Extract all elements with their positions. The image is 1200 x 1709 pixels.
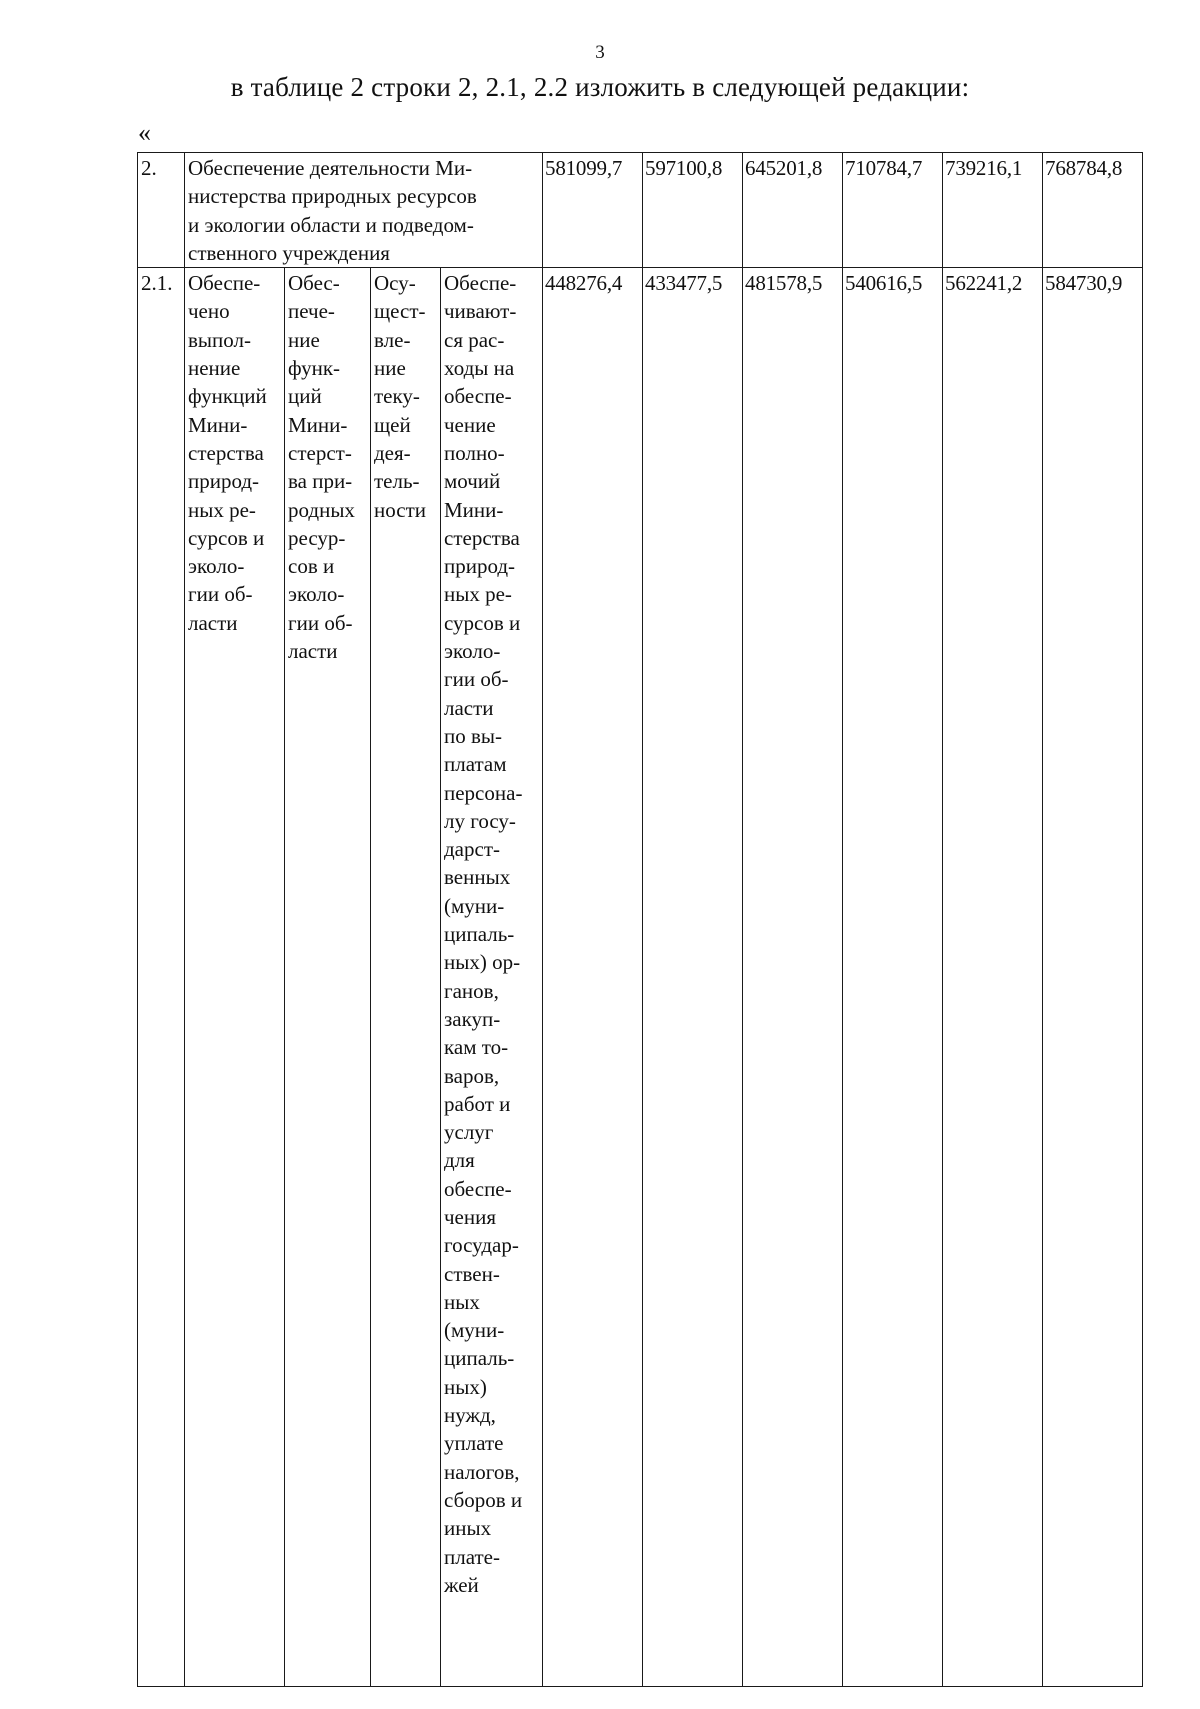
page-number: 3: [595, 42, 605, 63]
value-cell: 540616,5: [843, 268, 943, 1687]
value-cell: 768784,8: [1043, 153, 1143, 268]
row-number-cell: 2.: [138, 153, 185, 268]
budget-table: [137, 152, 1143, 1687]
value-cell: 645201,8: [743, 153, 843, 268]
value-cell: 433477,5: [643, 268, 743, 1687]
value-cell: 584730,9: [1043, 268, 1143, 1687]
description-cell: Обеспе- чивают- ся рас- ходы на обеспе- чение полно- мочий Мини- стерства природ- ных ре- сурсов и эколо- гии об- ласти по вы- платам персона- лу госу- дарст- венных (муни- ципаль- ных) ор- ганов, закуп- кам то- варов, работ и услуг для обеспе- чения государ- ствен- ных (муни- ципаль- ных) нужд, уплате налогов, сборов и иных плате- жей: [441, 268, 543, 1687]
value-cell: 739216,1: [943, 153, 1043, 268]
page-heading: в таблице 2 строки 2, 2.1, 2.2 изложить в следующей редакции:: [230, 72, 970, 102]
task-cell: Обес- пече- ние функ- ций Мини- стерст- ва при- родных ресур- сов и эколо- гии об- ласти: [285, 268, 371, 1687]
value-cell: 448276,4: [543, 268, 643, 1687]
value-cell: 710784,7: [843, 153, 943, 268]
value-cell: 562241,2: [943, 268, 1043, 1687]
goal-cell: Обеспе- чено выпол- нение функций Мини- стерства природ- ных ре- сурсов и эколо- гии об- ласти: [185, 268, 285, 1687]
row-number-cell: 2.1.: [138, 268, 185, 1687]
value-cell: 597100,8: [643, 153, 743, 268]
value-cell: 481578,5: [743, 268, 843, 1687]
table-row-2: [138, 153, 1143, 268]
value-cell: 581099,7: [543, 153, 643, 268]
activity-cell: Осу- щест- вле- ние теку- щей дея- тель- ности: [371, 268, 441, 1687]
row-title-cell: Обеспечение деятельности Ми- нистерства природных ресурсов и экологии области и подведом- ственного учреждения: [185, 153, 543, 268]
opening-quote-mark: «: [138, 118, 151, 147]
table-row-2-1: [138, 268, 1143, 1687]
